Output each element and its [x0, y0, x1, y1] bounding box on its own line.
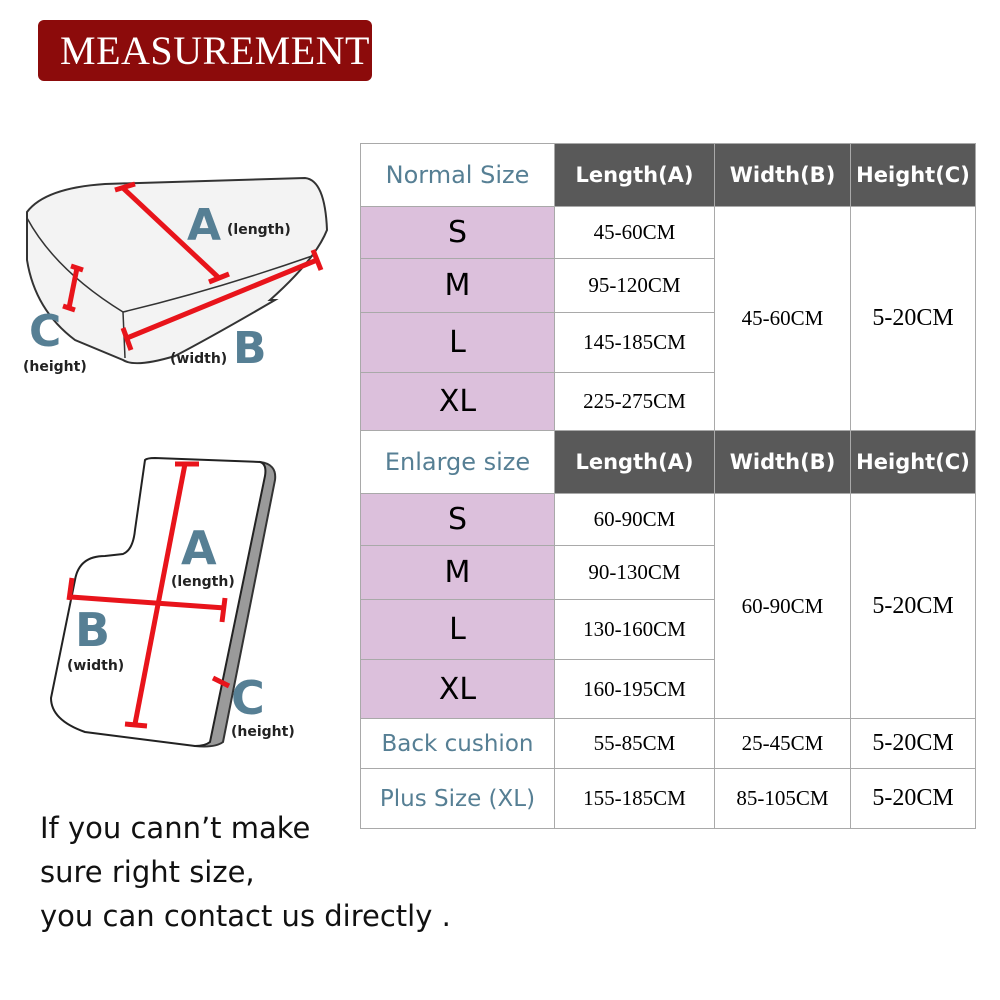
length-cell: 45-60CM	[555, 207, 715, 259]
length-cell: 130-160CM	[555, 600, 715, 660]
normal-width-cell: 45-60CM	[715, 207, 851, 431]
size-cell: L	[361, 313, 555, 373]
enlarge-length-header: Length(A)	[555, 431, 715, 494]
back-letter-a: A	[181, 521, 217, 575]
size-chart-table	[360, 143, 976, 829]
length-cell: 60-90CM	[555, 494, 715, 546]
seat-label-b: (width)	[170, 351, 228, 367]
table-row	[361, 494, 976, 546]
normal-height-header: Height(C)	[851, 144, 976, 207]
length-cell: 145-185CM	[555, 313, 715, 373]
enlarge-width-cell: 60-90CM	[715, 494, 851, 719]
seat-letter-b: B	[233, 323, 267, 374]
size-cell: S	[361, 207, 555, 259]
back-cushion-height: 5-20CM	[851, 719, 976, 769]
size-cell: XL	[361, 660, 555, 719]
measurement-banner: MEASUREMENT	[38, 20, 372, 81]
seat-letter-a: A	[187, 200, 222, 251]
enlarge-size-title: Enlarge size	[361, 431, 555, 494]
plus-size-height: 5-20CM	[851, 769, 976, 829]
back-label-b: (width)	[67, 658, 125, 674]
back-cushion-title: Back cushion	[361, 719, 555, 769]
enlarge-width-header: Width(B)	[715, 431, 851, 494]
size-cell: L	[361, 600, 555, 660]
note-line-2: sure right size,	[40, 855, 255, 889]
enlarge-height-header: Height(C)	[851, 431, 976, 494]
plus-size-width: 85-105CM	[715, 769, 851, 829]
seat-label-a: (length)	[227, 222, 291, 238]
back-cushion-length: 55-85CM	[555, 719, 715, 769]
size-cell: S	[361, 494, 555, 546]
back-label-c: (height)	[231, 724, 295, 740]
length-cell: 95-120CM	[555, 259, 715, 313]
seat-letter-c: C	[29, 306, 62, 357]
normal-height-cell: 5-20CM	[851, 207, 976, 431]
back-cushion-width: 25-45CM	[715, 719, 851, 769]
size-cell: M	[361, 546, 555, 600]
back-letter-c: C	[231, 671, 265, 725]
normal-length-header: Length(A)	[555, 144, 715, 207]
back-cushion-diagram	[45, 450, 345, 750]
normal-width-header: Width(B)	[715, 144, 851, 207]
note-line-3: you can contact us directly .	[40, 899, 451, 933]
back-label-a: (length)	[171, 574, 235, 590]
seat-label-c: (height)	[23, 359, 87, 375]
size-cell: M	[361, 259, 555, 313]
table-row	[361, 207, 976, 259]
normal-size-header-row	[361, 144, 976, 207]
back-letter-b: B	[75, 603, 111, 657]
length-cell: 225-275CM	[555, 373, 715, 431]
enlarge-size-header-row	[361, 431, 976, 494]
back-cushion-row	[361, 719, 976, 769]
contact-note	[40, 806, 600, 938]
note-line-1: If you cann’t make	[40, 811, 311, 845]
size-cell: XL	[361, 373, 555, 431]
enlarge-height-cell: 5-20CM	[851, 494, 976, 719]
seat-cushion-diagram	[15, 160, 345, 385]
length-cell: 90-130CM	[555, 546, 715, 600]
normal-size-title: Normal Size	[361, 144, 555, 207]
plus-size-title: Plus Size (XL)	[361, 769, 555, 829]
length-cell: 160-195CM	[555, 660, 715, 719]
plus-size-length: 155-185CM	[555, 769, 715, 829]
